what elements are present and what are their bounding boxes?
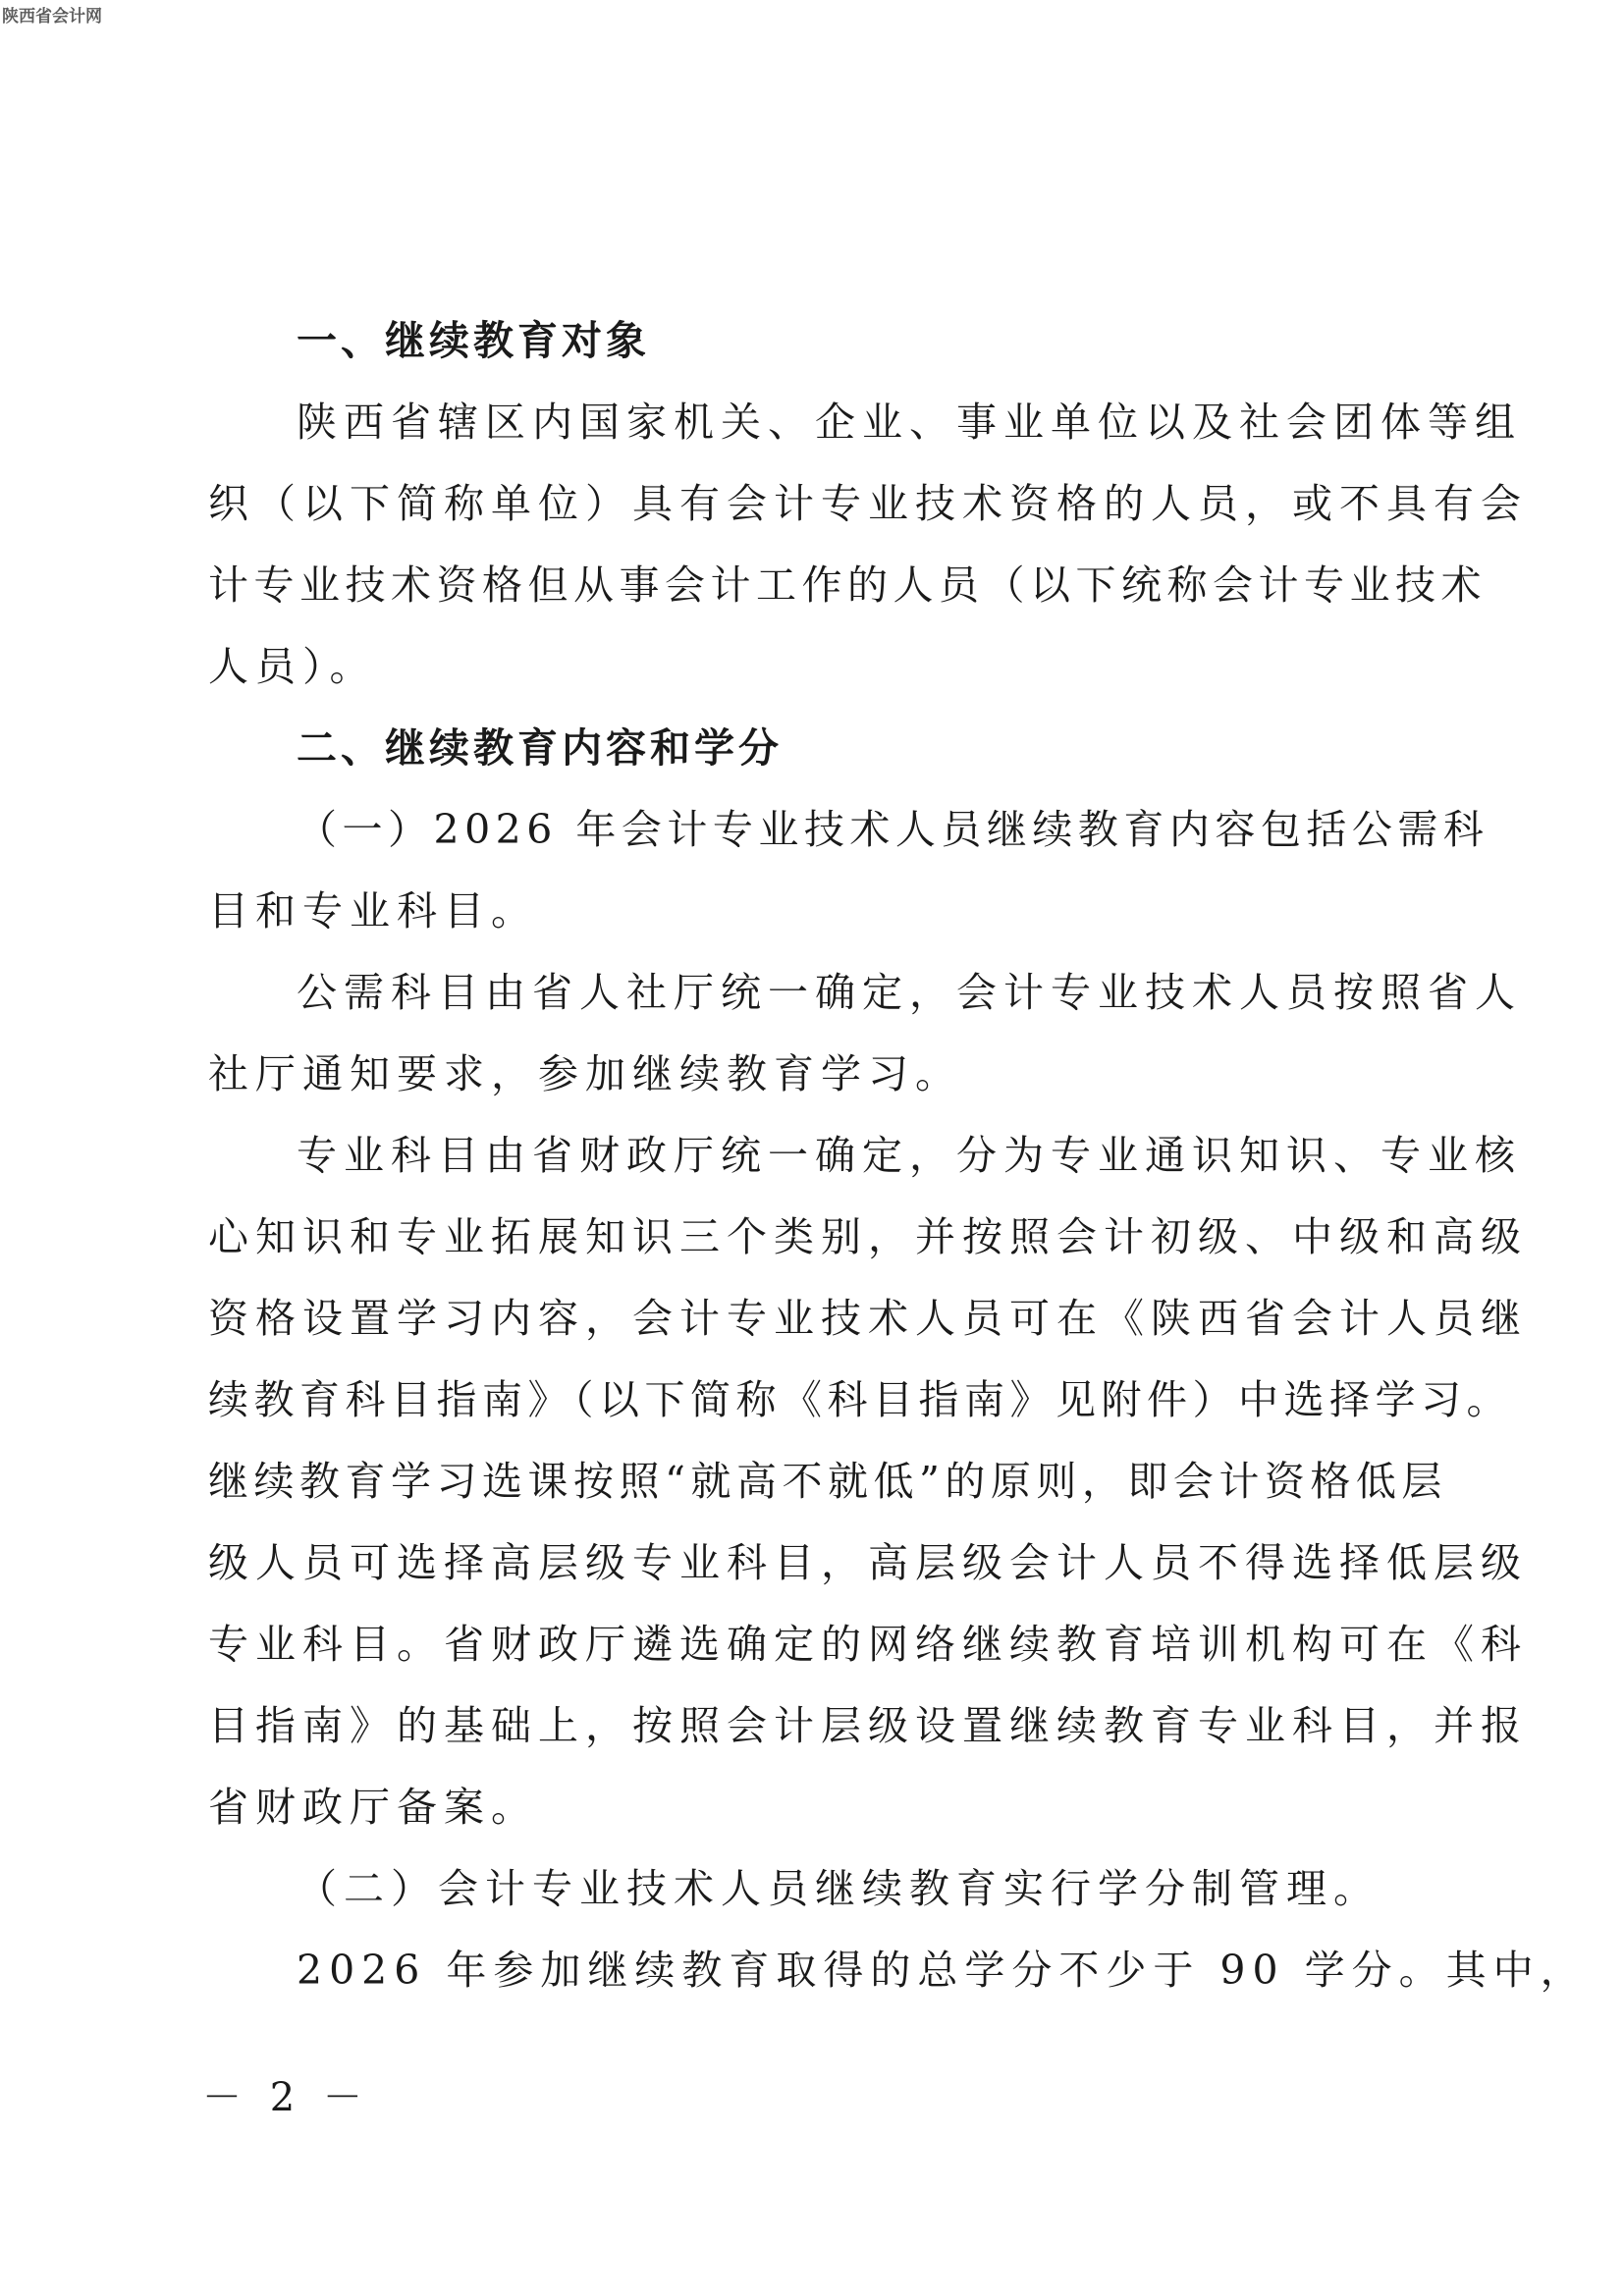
section-subheading: （二）会计专业技术人员继续教育实行学分制管理。 (297, 1865, 1380, 1912)
paragraph-line: 心知识和专业拓展知识三个类别，并按照会计初级、中级和高级 (208, 1213, 1528, 1260)
site-watermark: 陕西省会计网 (2, 7, 102, 27)
document-body (208, 300, 1588, 2011)
paragraph-line: 级人员可选择高层级专业科目，高层级会计人员不得选择低层级 (208, 1539, 1528, 1586)
section-heading-2: 二、继续教育内容和学分 (297, 724, 783, 772)
paragraph-line: 公需科目由省人社厅统一确定，会计专业技术人员按照省人 (297, 969, 1522, 1016)
paragraph-line: 计专业技术资格但从事会计工作的人员（以下统称会计专业技术 (208, 561, 1487, 609)
paragraph-line: 省财政厅备案。 (208, 1784, 538, 1831)
paragraph-line: 专业科目由省财政厅统一确定，分为专业通识知识、专业核 (297, 1132, 1522, 1179)
paragraph-line: 社厅通知要求，参加继续教育学习。 (208, 1050, 962, 1097)
page-number: － 2 － (202, 2075, 370, 2120)
paragraph-line: 织（以下简称单位）具有会计专业技术资格的人员，或不具有会 (208, 480, 1528, 527)
paragraph-line: 陕西省辖区内国家机关、企业、事业单位以及社会团体等组 (297, 399, 1522, 446)
paragraph-line: 专业科目。省财政厅遴选确定的网络继续教育培训机构可在《科 (208, 1621, 1528, 1668)
paragraph-line: 继续教育学习选课按照“就高不就低”的原则，即会计资格低层 (208, 1458, 1447, 1505)
section-heading-1: 一、继续教育对象 (297, 317, 650, 364)
paragraph-line: （一）2026 年会计专业技术人员继续教育内容包括公需科 (297, 806, 1489, 853)
paragraph-line: 目和专业科目。 (208, 887, 538, 934)
paragraph-line: 资格设置学习内容，会计专业技术人员可在《陕西省会计人员继 (208, 1295, 1528, 1342)
paragraph-line: 续教育科目指南》（以下简称《科目指南》见附件）中选择学习。 (208, 1376, 1512, 1423)
paragraph-line: 目指南》的基础上，按照会计层级设置继续教育专业科目，并报 (208, 1702, 1528, 1749)
paragraph-line: 2026 年参加继续教育取得的总学分不少于 90 学分。其中， (297, 1947, 1588, 1994)
paragraph-line: 人员）。 (208, 643, 377, 690)
